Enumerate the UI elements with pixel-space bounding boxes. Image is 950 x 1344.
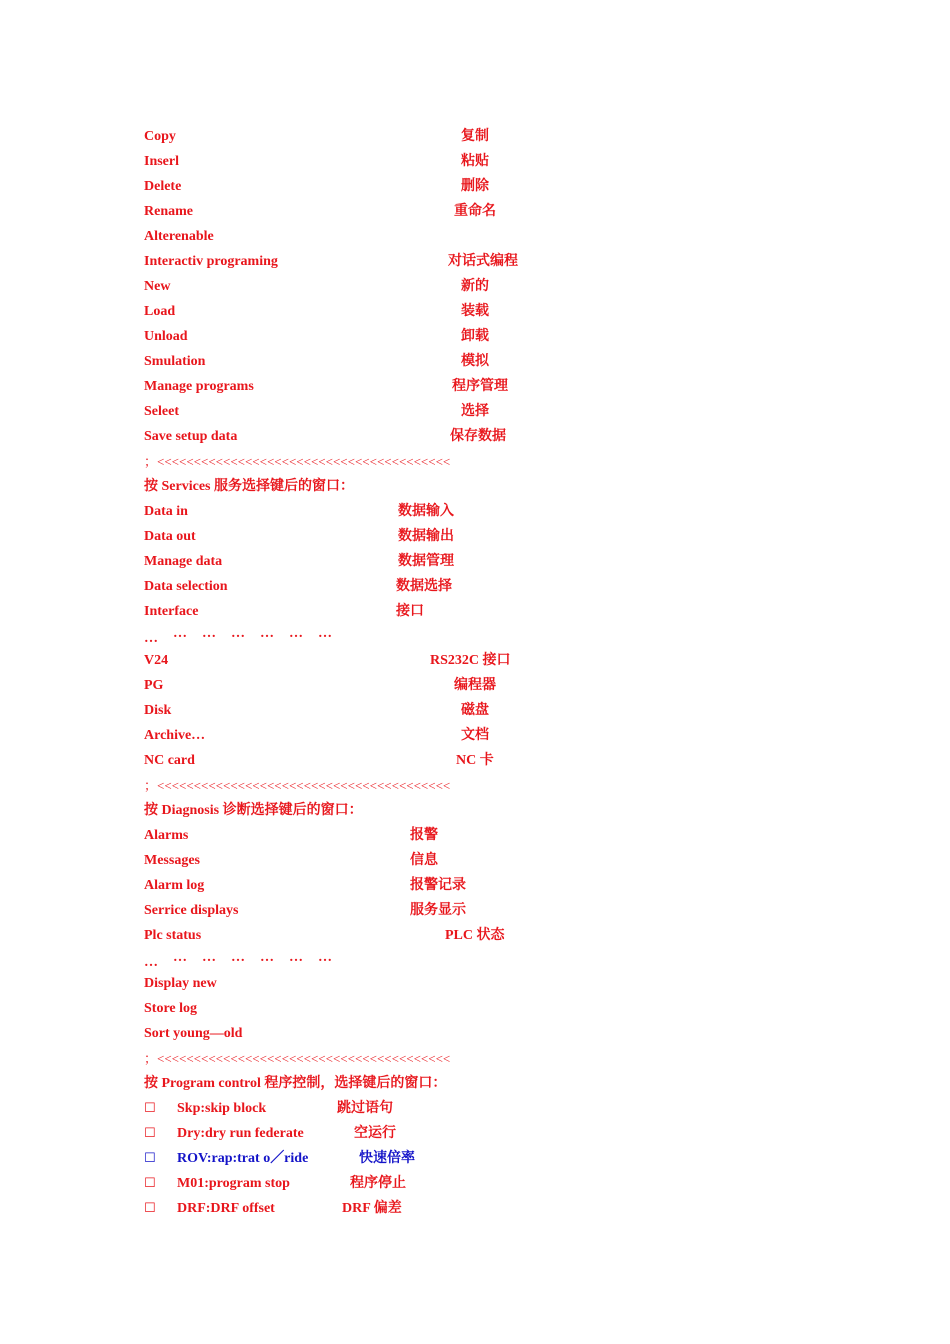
term-zh: 新的 (461, 279, 489, 294)
separator-line: ；<<<<<<<<<<<<<<<<<<<<<<<<<<<<<<<<<<<<<<<< (144, 1051, 451, 1066)
term-en: Copy (144, 129, 176, 144)
ellipsis: … (144, 955, 158, 970)
ellipsis: … (260, 626, 274, 641)
term-en: PG (144, 678, 164, 693)
term-zh: 数据输出 (398, 529, 454, 544)
term-en: Manage data (144, 554, 223, 569)
checkbox-icon[interactable]: ☐ (144, 1151, 156, 1166)
term-zh: 程序停止 (350, 1176, 406, 1191)
term-zh: 对话式编程 (448, 254, 518, 269)
term-row (144, 399, 489, 424)
term-zh: 空运行 (354, 1126, 396, 1141)
term-row (144, 648, 511, 673)
term-en: Serrice displays (144, 903, 239, 918)
term-zh: PLC 状态 (445, 928, 505, 943)
term-zh: 选择 (461, 404, 489, 419)
checkbox-icon[interactable]: ☐ (144, 1126, 156, 1141)
term-en: Alarms (144, 828, 189, 843)
ellipsis: … (289, 626, 303, 641)
ellipsis: … (144, 631, 158, 646)
term-en: Data selection (144, 579, 228, 594)
term-row (144, 349, 489, 374)
term-row (144, 996, 197, 1021)
checkbox-icon[interactable]: ☐ (144, 1176, 156, 1191)
term-en: Store log (144, 1001, 198, 1016)
term-row (144, 698, 489, 723)
term-zh: 数据管理 (398, 554, 454, 569)
term-row (144, 1021, 242, 1046)
term-row (144, 823, 438, 848)
ellipsis: … (260, 950, 274, 965)
term-zh: 接口 (396, 604, 424, 619)
term-en: Plc status (144, 928, 202, 943)
section-heading: 按 Diagnosis 诊断选择键后的窗口： (144, 803, 363, 818)
ellipsis: … (231, 950, 245, 965)
term-row (144, 249, 518, 274)
term-zh: 复制 (461, 129, 489, 144)
term-en: Messages (144, 853, 200, 868)
term-row (144, 971, 217, 996)
term-en: Rename (144, 204, 193, 219)
term-en: Disk (144, 703, 172, 718)
ellipsis: … (202, 950, 216, 965)
term-row (144, 324, 489, 349)
term-en: Smulation (144, 354, 206, 369)
term-en: NC card (144, 753, 195, 768)
term-en: Alterenable (144, 229, 214, 244)
term-row (144, 174, 489, 199)
term-row (144, 723, 489, 748)
term-row (144, 424, 506, 449)
term-en: Interactiv programing (144, 254, 278, 269)
term-row (144, 374, 508, 399)
term-zh: 磁盘 (461, 703, 489, 718)
ellipsis: … (318, 626, 332, 641)
term-en: Archive… (144, 728, 206, 743)
term-row (144, 149, 489, 174)
term-en: DRF:DRF offset (177, 1201, 275, 1216)
term-zh: 粘贴 (461, 154, 489, 169)
term-en: Sort young—old (144, 1026, 243, 1041)
term-en: Interface (144, 604, 199, 619)
term-zh: 数据选择 (396, 579, 452, 594)
checkbox-row (144, 1146, 415, 1171)
term-en: Skp:skip block (177, 1101, 267, 1116)
term-en: Display new (144, 976, 217, 991)
section-heading: 按 Program control 程序控制，选择键后的窗口： (144, 1076, 447, 1091)
term-zh: 文档 (461, 728, 489, 743)
term-row (144, 898, 466, 923)
term-zh: 程序管理 (452, 379, 508, 394)
term-en: Alarm log (144, 878, 205, 893)
term-row (144, 124, 489, 149)
term-en: Manage programs (144, 379, 254, 394)
term-zh: 服务显示 (410, 903, 466, 918)
term-row (144, 549, 454, 574)
term-zh: 信息 (410, 853, 438, 868)
term-row (144, 848, 438, 873)
term-en: M01:program stop (177, 1176, 290, 1191)
term-en: Data in (144, 504, 188, 519)
checkbox-icon[interactable]: ☐ (144, 1101, 156, 1116)
ellipsis: … (202, 626, 216, 641)
term-zh: RS232C 接口 (430, 653, 511, 668)
checkbox-icon[interactable]: ☐ (144, 1201, 156, 1216)
checkbox-row (144, 1096, 393, 1121)
term-zh: DRF 偏差 (342, 1201, 402, 1216)
term-zh: 删除 (461, 179, 489, 194)
term-zh: 模拟 (461, 354, 489, 369)
term-en: Data out (144, 529, 196, 544)
section-heading: 按 Services 服务选择键后的窗口： (144, 479, 354, 494)
term-zh: 快速倍率 (359, 1151, 415, 1166)
term-en: New (144, 279, 171, 294)
ellipsis: … (289, 950, 303, 965)
term-zh: 卸载 (461, 329, 489, 344)
checkbox-row (144, 1196, 402, 1221)
term-row (144, 524, 454, 549)
term-row (144, 673, 496, 698)
term-row (144, 224, 214, 249)
term-en: ROV:rap:trat o／ride (177, 1151, 309, 1166)
term-en: V24 (144, 653, 169, 668)
term-zh: NC 卡 (456, 753, 494, 768)
term-en: Seleet (144, 404, 179, 419)
term-zh: 报警记录 (410, 878, 466, 893)
term-en: Inserl (144, 154, 179, 169)
term-row (144, 274, 489, 299)
term-zh: 保存数据 (450, 429, 506, 444)
checkbox-row (144, 1121, 396, 1146)
term-row (144, 499, 454, 524)
term-row (144, 299, 489, 324)
term-row (144, 199, 496, 224)
separator-line: ；<<<<<<<<<<<<<<<<<<<<<<<<<<<<<<<<<<<<<<<< (144, 778, 451, 793)
term-zh: 重命名 (454, 204, 496, 219)
term-zh: 报警 (410, 828, 438, 843)
ellipsis: … (318, 950, 332, 965)
checkbox-row (144, 1171, 406, 1196)
term-row (144, 599, 424, 624)
term-zh: 装载 (461, 304, 489, 319)
term-en: Unload (144, 329, 188, 344)
term-en: Delete (144, 179, 182, 194)
term-en: Save setup data (144, 429, 238, 444)
term-zh: 跳过语句 (337, 1101, 393, 1116)
ellipsis: … (173, 626, 187, 641)
term-row (144, 748, 494, 773)
term-row (144, 873, 466, 898)
term-zh: 数据输入 (398, 504, 454, 519)
separator-line: ；<<<<<<<<<<<<<<<<<<<<<<<<<<<<<<<<<<<<<<<< (144, 454, 451, 469)
ellipsis: … (231, 626, 245, 641)
term-en: Dry:dry run federate (177, 1126, 304, 1141)
term-row (144, 574, 452, 599)
term-zh: 编程器 (454, 678, 496, 693)
term-en: Load (144, 304, 176, 319)
ellipsis: … (173, 950, 187, 965)
